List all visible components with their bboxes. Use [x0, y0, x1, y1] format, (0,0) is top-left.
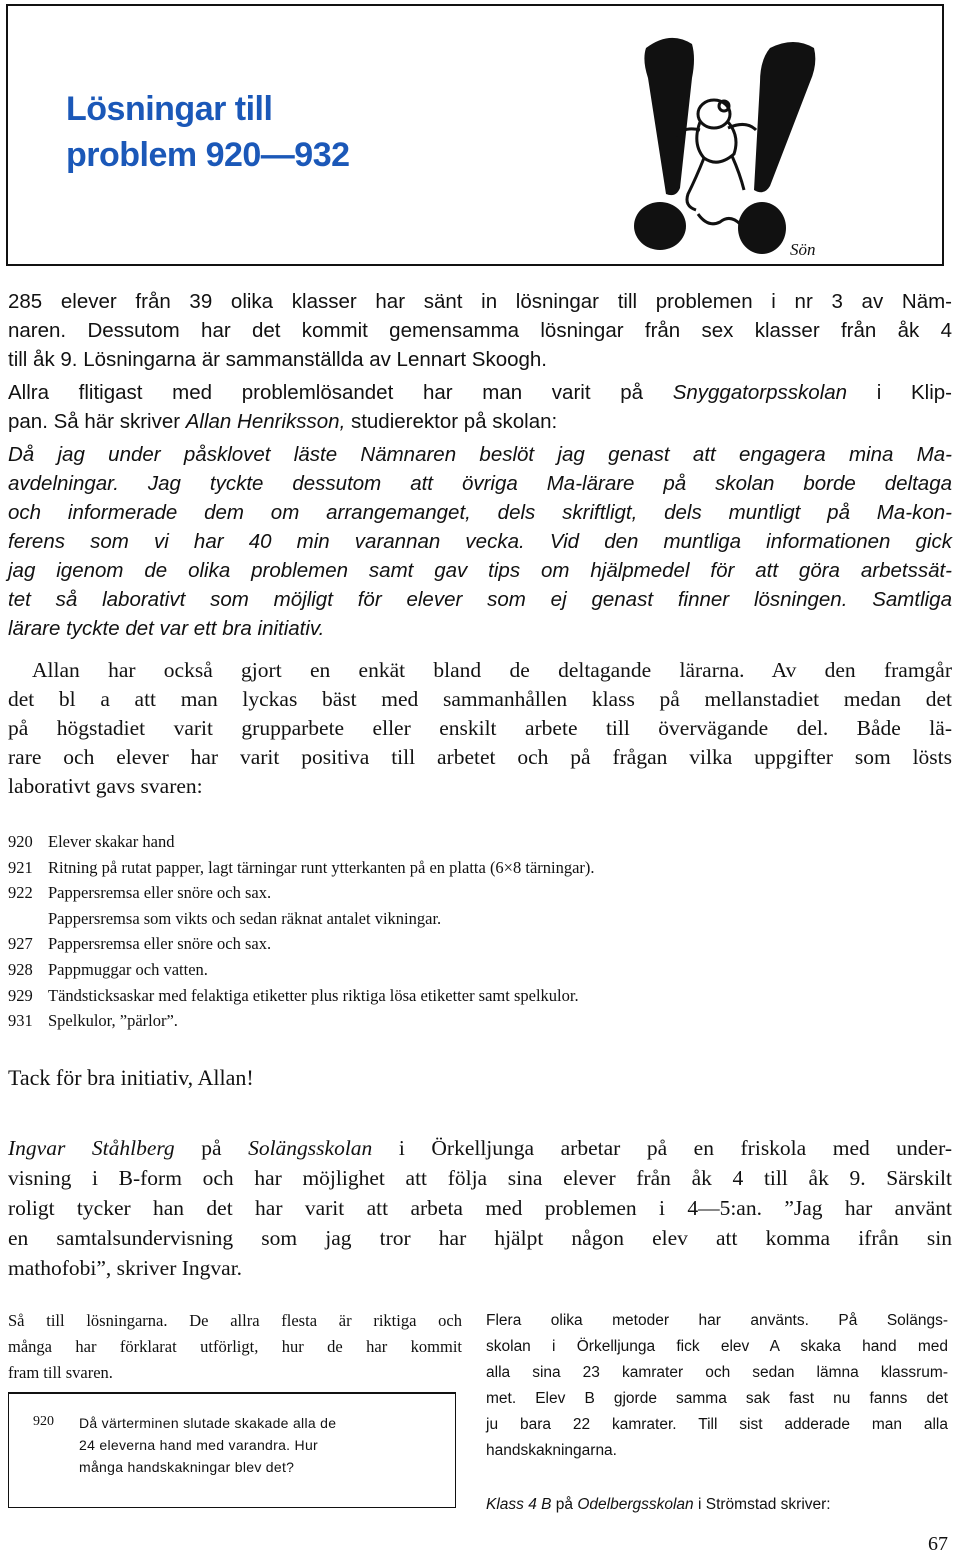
right-col-line-4: met. Elev B gjorde samma sak fast nu fanns det [486, 1390, 948, 1407]
quote-line-5: jag igenom de olika problemen samt gav tips om hjälpmedel för att göra arbetssät- [8, 559, 952, 582]
list-item [8, 1008, 908, 1034]
intro-line-1: 285 elever från 39 olika klasser har sänt in lösningar till problemen i nr 3 av Näm- [8, 290, 952, 313]
page-number: 67 [928, 1533, 948, 1555]
survey-line-5: laborativt gavs svaren: [8, 774, 203, 798]
school-name: Solängsskolan [248, 1136, 373, 1160]
list-item [8, 880, 908, 906]
school-name: Snyggatorpsskolan [672, 381, 848, 404]
problem-number: 931 [8, 1011, 33, 1031]
allra-line-2 [8, 407, 952, 436]
school-name: Odelbergsskolan [577, 1496, 694, 1513]
problem-number: 921 [8, 857, 33, 877]
material-text: Spelkulor, ”pärlor”. [48, 1011, 178, 1031]
allra-paragraph [8, 378, 952, 436]
problem-number: 927 [8, 934, 33, 954]
survey-line-3: på högstadiet varit grupparbete eller enskilt arbete till övervägande del. Både lä- [8, 716, 952, 740]
list-item [8, 931, 908, 957]
ingvar-text: i Örkelljunga arbetar på en friskola med under- [372, 1136, 952, 1160]
right-col-text: i Strömstad skriver: [693, 1496, 831, 1513]
page-title [66, 86, 350, 178]
material-text: Pappersremsa som vikts och sedan räknat antalet vikningar. [48, 908, 442, 928]
title-line-1: Lösningar till [66, 90, 273, 128]
left-col-line-2: många har förklarat utförligt, hur de har kommit [8, 1337, 462, 1356]
allra-text: i Klip- [847, 381, 952, 404]
class-name: Klass 4 B [486, 1496, 552, 1513]
ingvar-text: på [174, 1136, 249, 1160]
materials-list [8, 829, 908, 1034]
survey-line-2: det bl a att man lyckas bäst med sammanhållen klass på mellanstadiet medan det [8, 687, 952, 711]
list-item [8, 829, 908, 855]
problem-box [8, 1392, 456, 1508]
problem-number: 922 [8, 883, 33, 903]
list-item [8, 957, 908, 983]
ingvar-line-5: mathofobi”, skriver Ingvar. [8, 1256, 243, 1280]
right-col-line-2: skolan i Örkelljunga fick elev A skaka hand med [486, 1338, 948, 1355]
quote-line-7: lärare tyckte det var ett bra initiativ. [8, 617, 325, 640]
ingvar-line-3: roligt tycker han det har varit att arbeta med problemen i 4—5:an. ”Jag har använt [8, 1196, 952, 1220]
right-col-line-3: alla sina 23 kamrater och sedan lämna klassrum- [486, 1364, 948, 1381]
list-item [8, 906, 908, 932]
material-text: Pappersremsa eller snöre och sax. [48, 934, 272, 954]
left-col-line-3: fram till svaren. [8, 1363, 113, 1382]
list-item [8, 855, 908, 881]
quote-paragraph [8, 440, 952, 643]
person-name: Ingvar Ståhlberg [8, 1136, 175, 1160]
material-text: Pappmuggar och vatten. [48, 959, 208, 979]
allra-line-1 [8, 378, 952, 407]
ingvar-line-2: visning i B-form och har möjlighet att följa sina elever från åk 4 till åk 9. Särskilt [8, 1166, 952, 1190]
title-line-2: problem 920—932 [66, 136, 350, 174]
survey-line-1: Allan har också gjort en enkät bland de deltagande lärarna. Av den framgår [32, 658, 952, 682]
right-col-line-5: ju bara 22 kamrater. Till sist adderade man alla [486, 1416, 948, 1433]
right-col-line-1: Flera olika metoder har använts. På Solängs- [486, 1312, 948, 1329]
material-text: Pappersremsa eller snöre och sax. [48, 883, 272, 903]
intro-paragraph [8, 287, 952, 374]
illustrator-signature: Sön [790, 240, 816, 259]
left-column [8, 1308, 462, 1386]
intro-line-3: till åk 9. Lösningarna är sammanställda av Lennart Skoogh. [8, 348, 548, 371]
quote-line-4: ferens som vi har 40 min varannan vecka. Vid den muntliga informationen gick [8, 530, 952, 553]
problem-number: 929 [8, 985, 33, 1005]
problem-number: 920 [33, 1414, 54, 1429]
quote-line-1: Då jag under påsklovet läste Nämnaren beslöt jag genast att engagera mina Ma- [8, 443, 952, 466]
thanks-line: Tack för bra initiativ, Allan! [8, 1065, 254, 1090]
left-col-line-1: Så till lösningarna. De allra flesta är riktiga och [8, 1311, 462, 1330]
intro-line-2: naren. Dessutom har det kommit gemensamma lösningar från sex klasser från åk 4 [8, 319, 952, 342]
right-col-line-6: handskakningarna. [486, 1442, 617, 1459]
quote-line-6: tet så laborativt som möjligt för elever som ej genast finner lösningen. Samtliga [8, 588, 952, 611]
material-text: Tändsticksaskar med felaktiga etiketter plus riktiga lösa etiketter samt spelkulor. [48, 985, 579, 1005]
survey-paragraph [8, 656, 952, 801]
allra-text: pan. Så här skriver [8, 410, 186, 433]
problem-line-2: 24 eleverna hand med varandra. Hur [79, 1437, 319, 1453]
material-text: Ritning på rutat papper, lagt tärningar runt ytterkanten på en platta (6×8 tärningar). [48, 857, 595, 877]
right-col-text: på [551, 1496, 578, 1513]
allra-text: studierektor på skolan: [345, 410, 558, 433]
problem-line-1: Då värterminen slutade skakade alla de [79, 1415, 337, 1431]
problem-number: 920 [8, 832, 33, 851]
problem-line-3: många handskakningar blev det? [79, 1459, 295, 1475]
problem-text [79, 1412, 336, 1478]
ingvar-line-4: en samtalsundervisning som jag tror har hjälpt någon elev att komma ifrån sin [8, 1226, 952, 1250]
exclamation-marks-frog-icon [600, 18, 836, 262]
right-col-line-7 [486, 1492, 948, 1518]
allra-text: Allra flitigast med problemlösandet har man varit på [8, 381, 673, 404]
right-column [486, 1308, 948, 1518]
ingvar-line-1 [8, 1133, 952, 1163]
material-text: Elever skakar hand [48, 832, 175, 851]
list-item [8, 983, 908, 1009]
person-name: Allan Henriksson, [185, 410, 346, 433]
problem-number: 928 [8, 959, 33, 979]
ingvar-paragraph [8, 1133, 952, 1283]
quote-line-3: och informerade dem om arrangemanget, dels skriftligt, dels muntligt på Ma-kon- [8, 501, 952, 524]
survey-line-4: rare och elever har varit positiva till arbetet och på frågan vilka uppgifter som lösts [8, 745, 952, 769]
quote-line-2: avdelningar. Jag tyckte dessutom att övriga Ma-lärare på skolan borde deltaga [8, 472, 952, 495]
